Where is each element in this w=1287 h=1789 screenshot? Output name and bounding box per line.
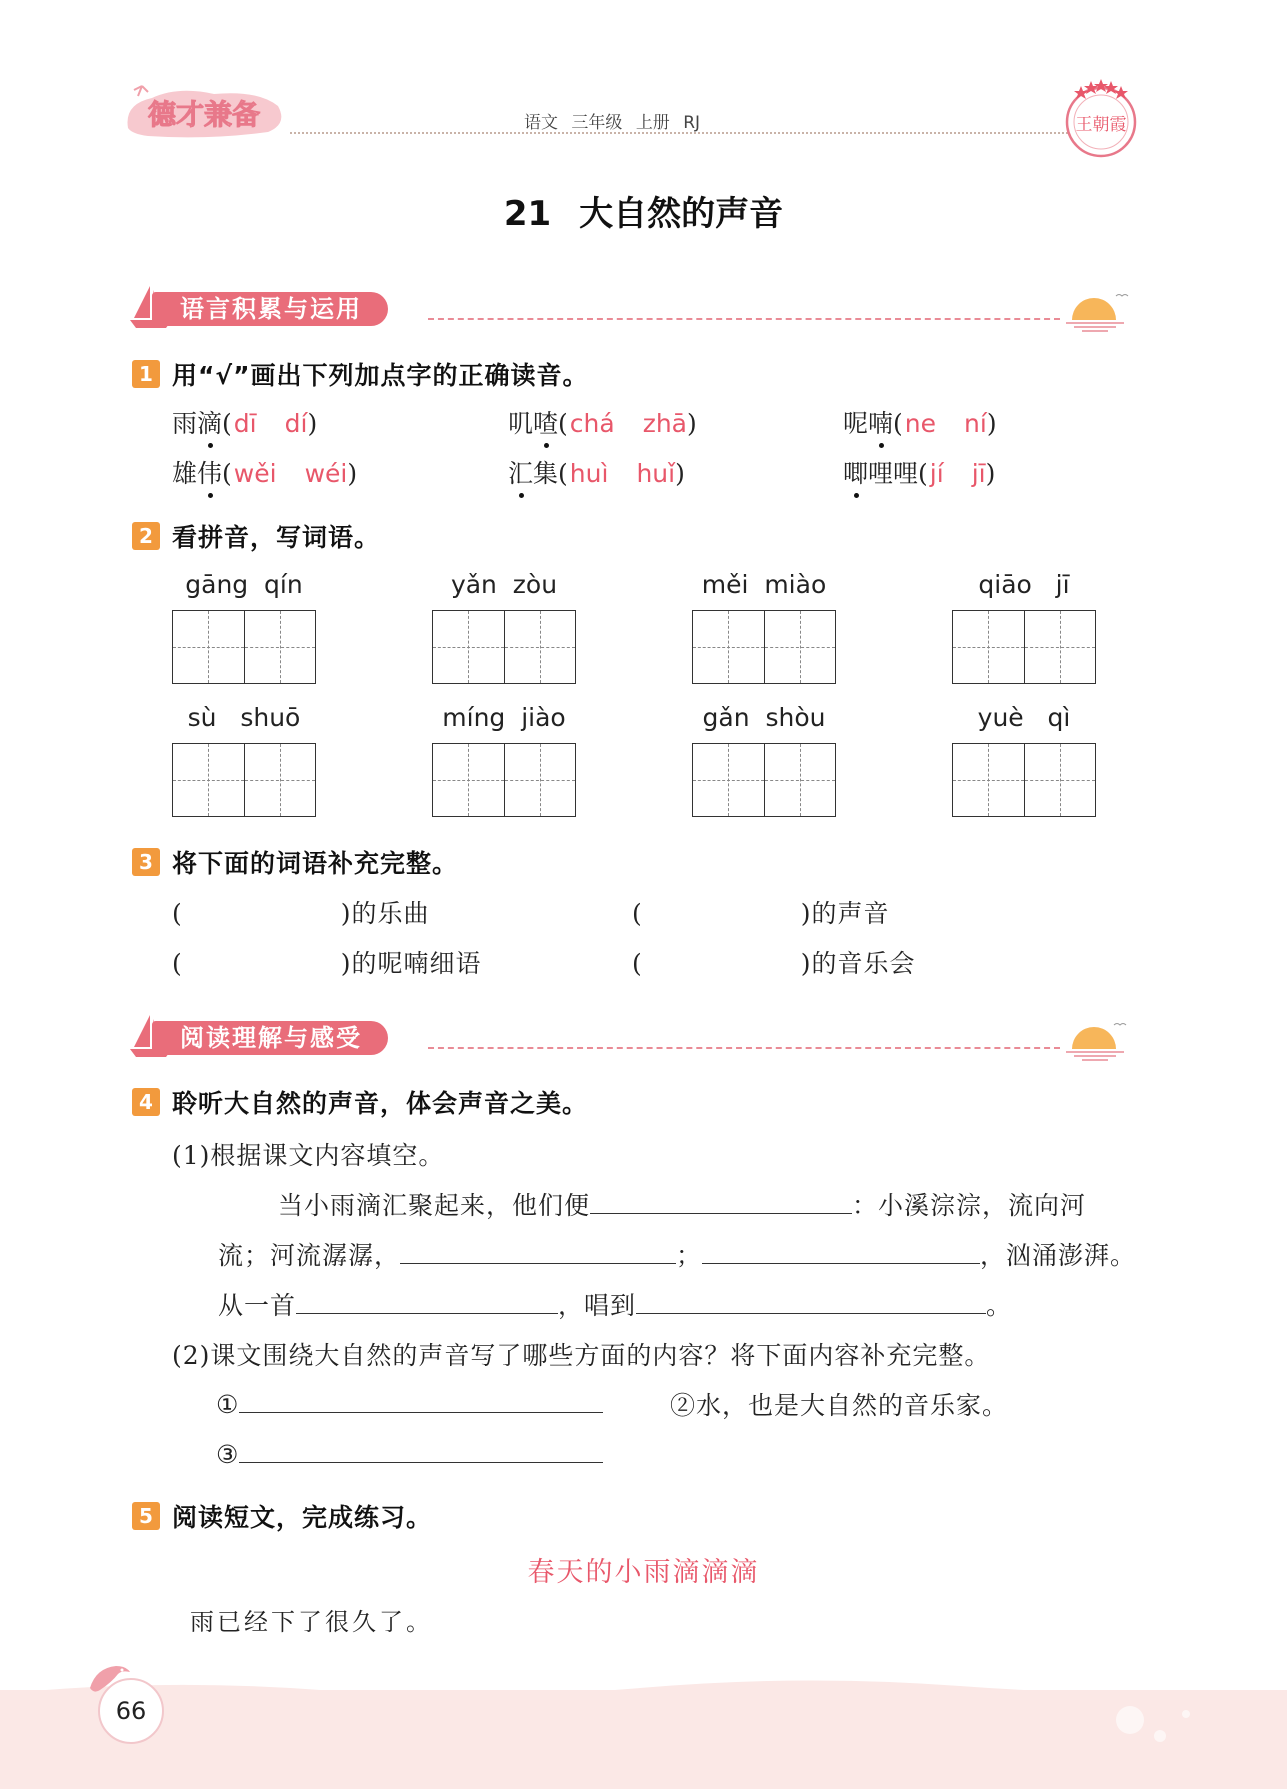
word-char: 叽: [508, 409, 534, 438]
lesson-name: 大自然的声音: [579, 194, 784, 234]
dotted-char: 唧: [843, 454, 868, 490]
paren-open: (: [558, 459, 568, 488]
pinyin-option-1[interactable]: ne: [904, 409, 937, 438]
question-number: 3: [132, 848, 160, 876]
reading-item: [843, 404, 997, 440]
question-number: 1: [132, 360, 160, 388]
answer-blank[interactable]: [636, 1287, 986, 1314]
grid-cell[interactable]: [765, 611, 836, 683]
phrase-item: [172, 944, 482, 980]
section-divider: [428, 318, 1060, 320]
svg-text:王朝霞: 王朝霞: [1075, 115, 1127, 135]
fill-text: ：小溪淙淙，流向河: [852, 1191, 1087, 1220]
pinyin-option-2[interactable]: wéi: [304, 459, 348, 488]
word-char: 雨: [172, 409, 198, 438]
question-number: 4: [132, 1088, 160, 1116]
question-prompt: 用“√”画出下列加点字的正确读音。: [172, 361, 589, 390]
phrase-item: [172, 894, 430, 930]
option-marker: ①: [216, 1390, 240, 1419]
grid-cell[interactable]: [245, 744, 316, 816]
fill-text: 从一首: [218, 1291, 297, 1320]
pinyin-prompt: sù shuō: [187, 703, 301, 732]
pinyin-option-1[interactable]: dī: [233, 409, 257, 438]
paren-close: ): [687, 409, 697, 438]
fill-text: ，汹涌澎湃。: [980, 1241, 1137, 1270]
q4-option-2: ②水，也是大自然的音乐家。: [670, 1391, 1009, 1420]
dotted-char: 伟: [197, 454, 222, 490]
dotted-char: 汇: [508, 454, 533, 490]
paren-close: ): [340, 899, 352, 928]
brand-logo: [118, 84, 290, 138]
phrase-text: 的呢喃细语: [351, 949, 482, 978]
paren-open: (: [632, 899, 643, 928]
reading-item: [172, 404, 317, 440]
question-prompt: 看拼音，写词语。: [172, 523, 381, 552]
grid-cell[interactable]: [245, 611, 316, 683]
pinyin-option-2[interactable]: jī: [971, 459, 986, 488]
answer-blank[interactable]: [296, 1287, 558, 1314]
writing-grid[interactable]: [952, 610, 1096, 684]
option-marker: ③: [216, 1440, 240, 1469]
grid-cell[interactable]: [693, 611, 765, 683]
grade-label: 三年级: [571, 113, 623, 133]
subject-label: 语文: [524, 113, 558, 133]
paren-close: ): [347, 459, 358, 488]
word-char: 雄: [172, 459, 198, 488]
grid-cell[interactable]: [953, 744, 1025, 816]
paren-close: ): [340, 949, 352, 978]
reading-title: 春天的小雨滴滴滴: [527, 1557, 760, 1588]
reading-item: [508, 454, 685, 490]
paren-open: (: [222, 409, 232, 438]
bubbles-decoration: [1090, 1700, 1210, 1760]
writing-grid[interactable]: [432, 743, 576, 817]
paren-close: ): [986, 409, 997, 438]
word-char: 集: [533, 459, 559, 488]
answer-blank[interactable]: [702, 1237, 980, 1264]
pinyin-option-1[interactable]: jí: [929, 459, 944, 488]
grid-cell[interactable]: [433, 611, 505, 683]
pinyin-prompt: míng jiào: [442, 703, 566, 732]
section-reading-header: [128, 1011, 1130, 1061]
reading-item: [172, 454, 357, 490]
pinyin-prompt: yuè qì: [977, 703, 1071, 732]
header-info: [524, 108, 700, 133]
grid-cell[interactable]: [505, 611, 576, 683]
writing-grid[interactable]: [952, 743, 1096, 817]
dotted-char: 喃: [868, 404, 893, 440]
svg-text:德才兼备: 德才兼备: [147, 98, 261, 131]
word-char: 哩哩: [868, 459, 919, 488]
grid-cell[interactable]: [505, 744, 576, 816]
q4-sub2: (2)课文围绕大自然的声音写了哪些方面的内容？将下面内容补充完整。: [172, 1341, 991, 1370]
writing-grid[interactable]: [692, 743, 836, 817]
pinyin-option-1[interactable]: chá: [569, 409, 615, 438]
section-label: 阅读理解与感受: [152, 1021, 388, 1055]
reading-first-line: 雨已经下了很久了。: [190, 1608, 433, 1636]
dotted-char: 滴: [197, 404, 222, 440]
q4-fill-line1: [278, 1186, 1086, 1222]
grid-cell[interactable]: [693, 744, 765, 816]
pinyin-option-2[interactable]: zhā: [642, 409, 688, 438]
paren-open: (: [172, 949, 183, 978]
q4-option-1: [216, 1386, 603, 1419]
grid-cell[interactable]: [173, 744, 245, 816]
answer-blank[interactable]: [239, 1386, 603, 1413]
paren-close: ): [800, 949, 812, 978]
paren-open: (: [558, 409, 568, 438]
grid-cell[interactable]: [1025, 744, 1096, 816]
volume-label: 上册: [635, 113, 670, 133]
fill-text: 当小雨滴汇聚起来，他们便: [278, 1191, 591, 1220]
lesson-number: 21: [503, 194, 552, 234]
word-char: 呢: [843, 409, 869, 438]
q4-option-3: [216, 1436, 603, 1469]
paren-open: (: [893, 409, 903, 438]
reading-item: [508, 404, 697, 440]
answer-blank[interactable]: [590, 1187, 852, 1214]
section-language-header: [128, 282, 1130, 332]
writing-grid[interactable]: [172, 743, 316, 817]
grid-cell[interactable]: [1025, 611, 1096, 683]
paren-close: ): [675, 459, 685, 488]
edition-label: RJ: [683, 113, 701, 133]
question-prompt: 将下面的词语补充完整。: [172, 849, 459, 878]
phrase-text: 的声音: [811, 899, 890, 928]
question-prompt: 聆听大自然的声音，体会声音之美。: [172, 1089, 589, 1118]
pinyin-prompt: gǎn shòu: [702, 703, 826, 732]
dolphin-icon: [86, 1660, 134, 1700]
q4-fill-line2: [218, 1236, 1136, 1272]
paren-close: ): [800, 899, 812, 928]
pinyin-option-1[interactable]: wěi: [233, 459, 277, 488]
phrase-item: [632, 894, 890, 930]
pinyin-option-2[interactable]: ní: [964, 409, 987, 438]
q4-sub1: (1)根据课文内容填空。: [172, 1141, 445, 1170]
sunset-icon: [1060, 1019, 1132, 1063]
paren-open: (: [172, 899, 183, 928]
pinyin-option-1[interactable]: huì: [569, 459, 609, 488]
author-seal-icon: [1058, 76, 1144, 162]
fill-text: ，唱到: [558, 1291, 637, 1320]
grid-cell[interactable]: [765, 744, 836, 816]
sunset-icon: [1060, 290, 1132, 334]
pinyin-option-2[interactable]: dí: [284, 409, 308, 438]
paren-close: ): [307, 409, 318, 438]
paren-open: (: [222, 459, 232, 488]
page-number: 66: [98, 1678, 164, 1744]
pinyin-prompt: yǎn zòu: [450, 570, 558, 599]
answer-blank[interactable]: [400, 1237, 676, 1264]
dotted-char: 喳: [533, 404, 558, 440]
grid-cell[interactable]: [173, 611, 245, 683]
section-label: 语言积累与运用: [152, 292, 388, 326]
paren-open: (: [632, 949, 643, 978]
fill-text: 流；河流潺潺，: [218, 1241, 401, 1270]
answer-blank[interactable]: [239, 1436, 603, 1463]
pinyin-prompt: qiāo jī: [978, 570, 1070, 599]
lesson-title: [0, 186, 1287, 235]
pinyin-prompt: měi miào: [701, 570, 827, 599]
writing-grid[interactable]: [432, 610, 576, 684]
pinyin-option-2[interactable]: huǐ: [636, 459, 676, 488]
fill-text: ；: [676, 1241, 703, 1270]
question-prompt: 阅读短文，完成练习。: [172, 1503, 433, 1532]
phrase-item: [632, 944, 916, 980]
section-divider: [428, 1047, 1060, 1049]
q4-fill-line3: [218, 1286, 1012, 1322]
grid-cell[interactable]: [953, 611, 1025, 683]
question-number: 2: [132, 522, 160, 550]
writing-grid[interactable]: [692, 610, 836, 684]
writing-grid[interactable]: [172, 610, 316, 684]
paren-open: (: [918, 459, 928, 488]
pinyin-prompt: gāng qín: [185, 570, 303, 599]
fill-text: 。: [986, 1291, 1013, 1320]
reading-item: [843, 454, 995, 490]
paren-close: ): [985, 459, 996, 488]
question-number: 5: [132, 1502, 160, 1530]
phrase-text: 的音乐会: [811, 949, 916, 978]
phrase-text: 的乐曲: [351, 899, 430, 928]
grid-cell[interactable]: [433, 744, 505, 816]
